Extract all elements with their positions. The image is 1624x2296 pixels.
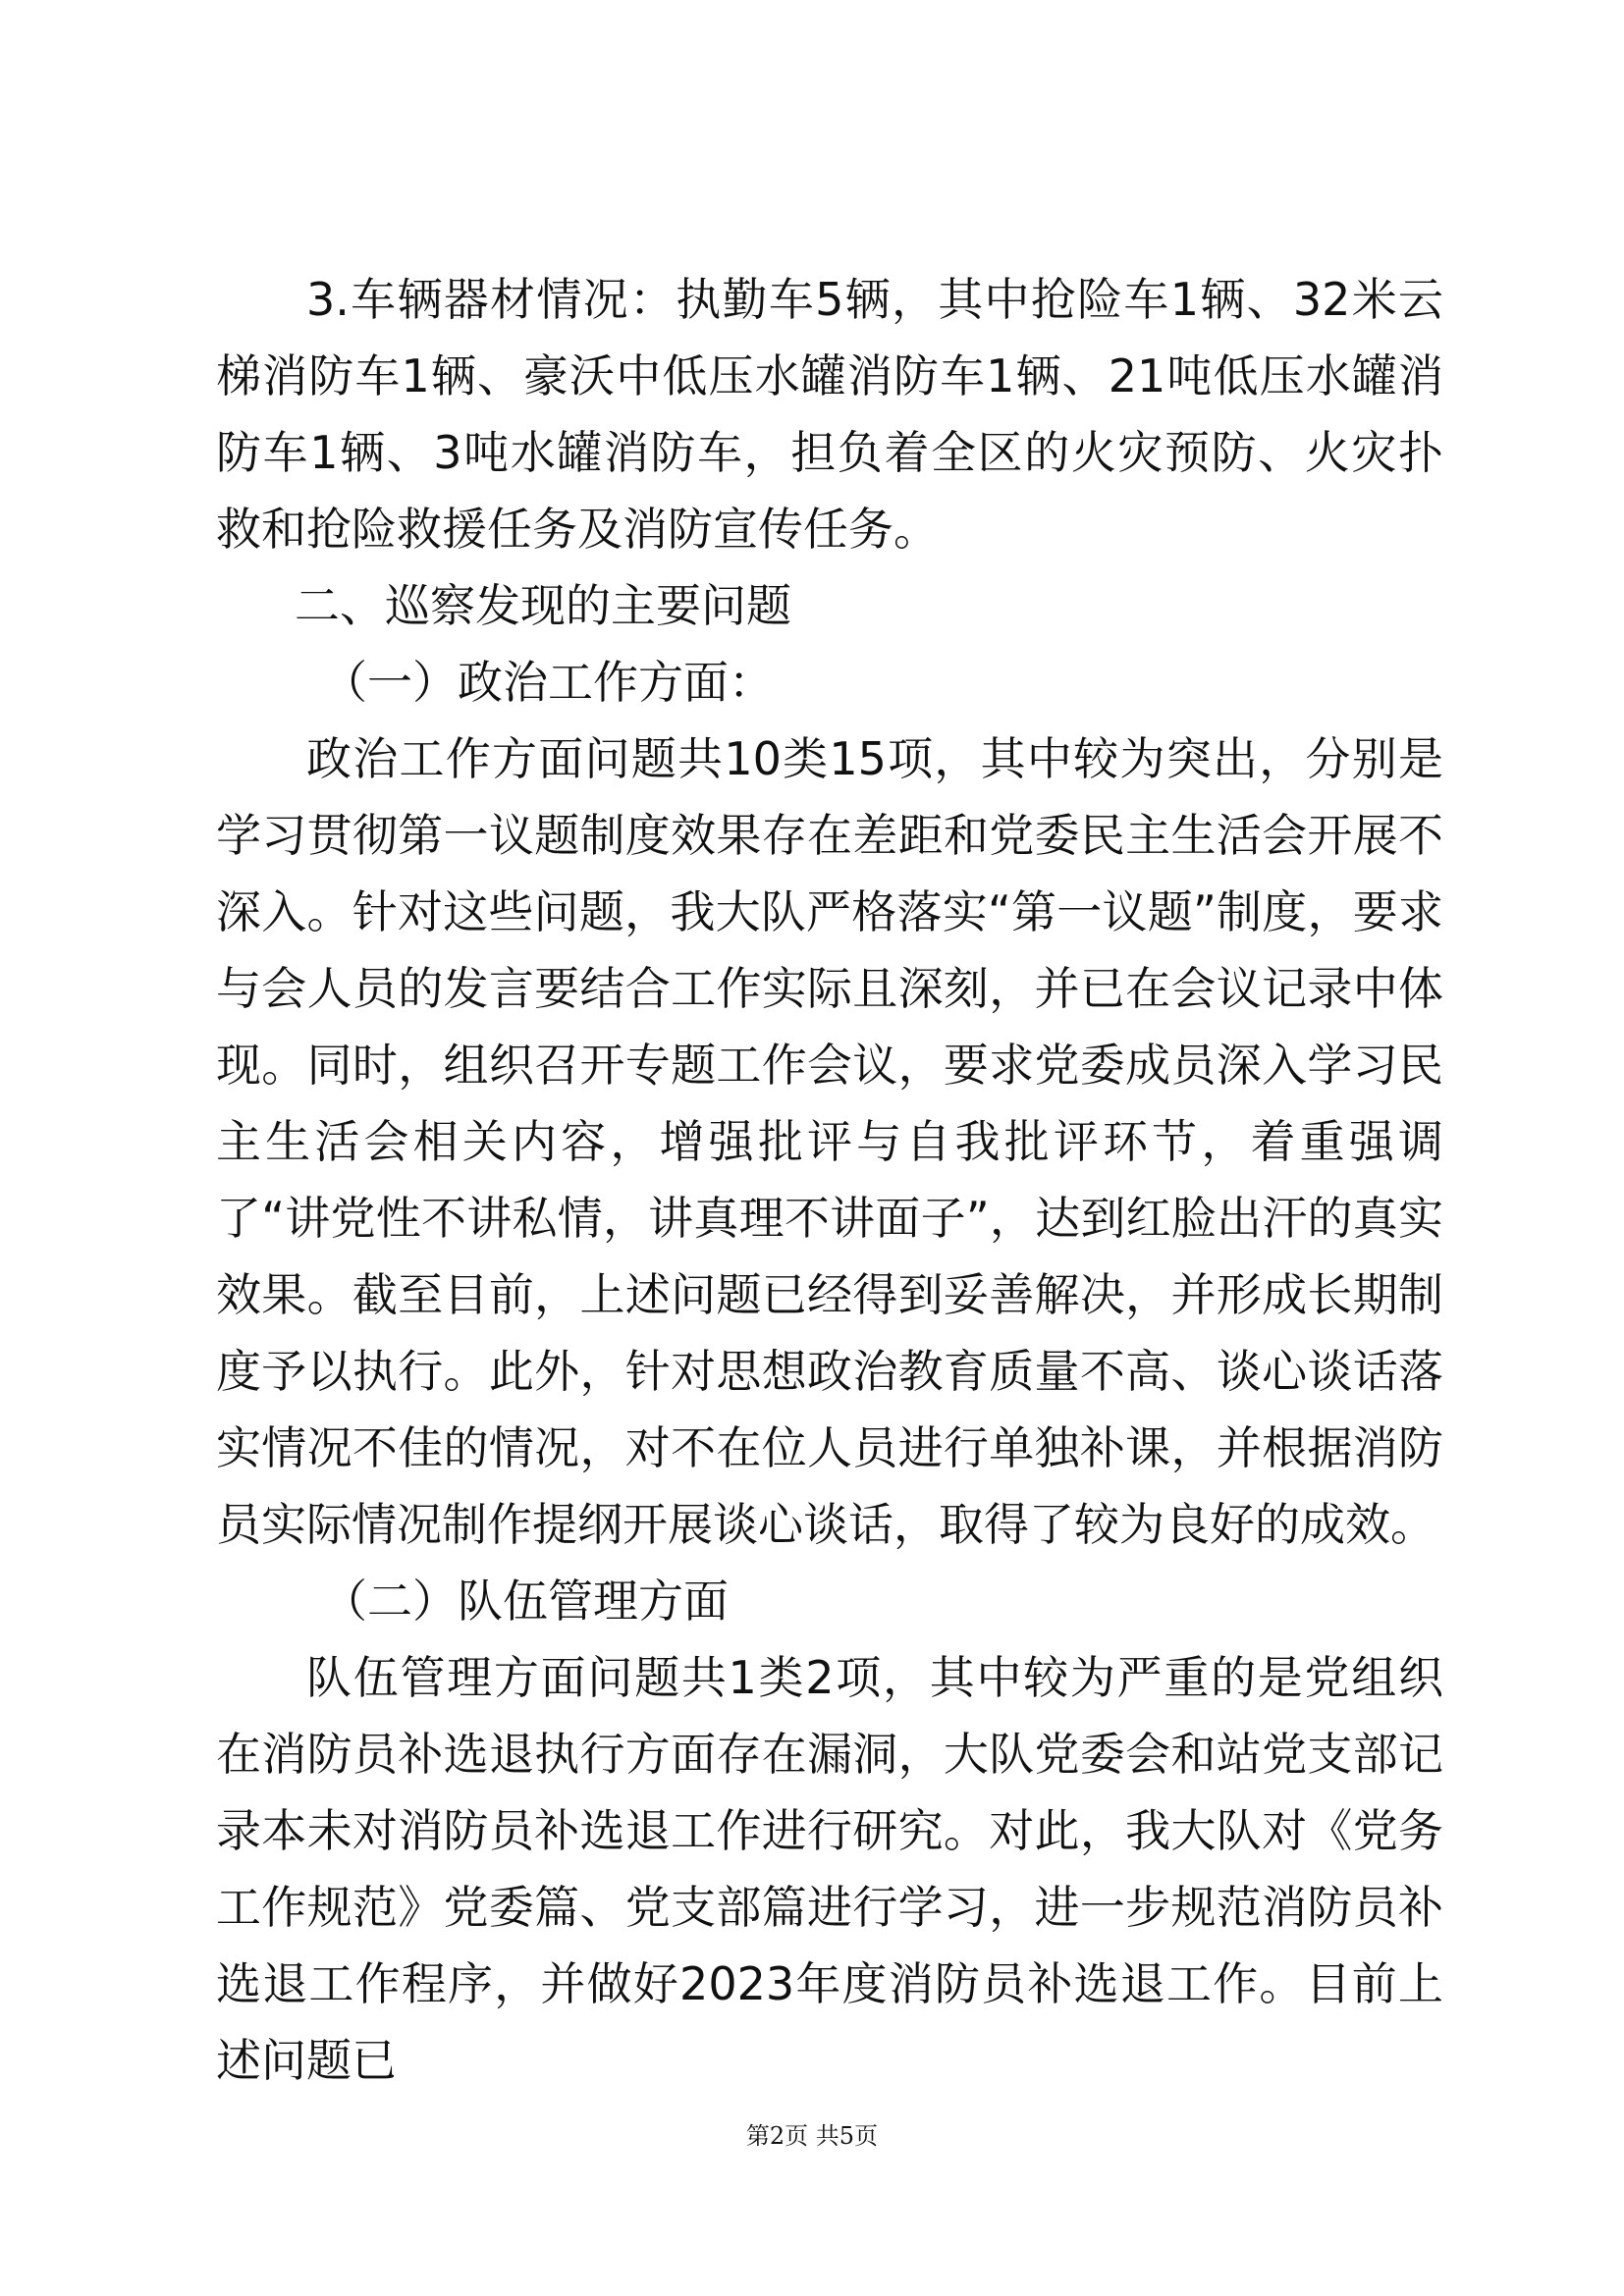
paragraph-political-work: 政治工作方面问题共10类15项，其中较为突出，分别是学习贯彻第一议题制度效果存在差距和党委民主生活会开展不深入。针对这些问题，我大队严格落实“第一议题”制度，要求与会人员的发言要结合工作实际且深刻，并已在会议记录中体现。同时，组织召开专题工作会议，要求党委成员深入学习民主生活会相关内容，增强批评与自我批评环节，着重强调了“讲党性不讲私情，讲真理不讲面子”，达到红脸出汗的真实效果。截至目前，上述问题已经得到妥善解决，并形成长期制度予以执行。此外，针对思想政治教育质量不高、谈心谈话落实情况不佳的情况，对不在位人员进行单独补课，并根据消防员实际情况制作提纲开展谈心谈话，取得了较为良好的成效。 (216, 732, 1443, 1551)
paragraph-vehicle-equipment: 3.车辆器材情况：执勤车5辆，其中抢险车1辆、32米云梯消防车1辆、豪沃中低压水罐消防车1辆、21吨低压水罐消防车1辆、3吨水罐消防车，担负着全区的火灾预防、火灾扑救和抢险救援任务及消防宣传任务。 (216, 273, 1443, 556)
paragraph-team-management: 队伍管理方面问题共1类2项，其中较为严重的是党组织在消防员补选退执行方面存在漏洞，大队党委会和站党支部记录本未对消防员补选退工作进行研究。对此，我大队对《党务工作规范》党委篇、党支部篇进行学习，进一步规范消防员补选退工作程序，并做好2023年度消防员补选退工作。目前上述问题已 (216, 1651, 1443, 2087)
subsection-heading-team-management: （二）队伍管理方面 (322, 1575, 729, 1628)
document-body (216, 261, 1443, 2099)
section-heading-inspection-issues: 二、巡察发现的主要问题 (295, 579, 791, 632)
page-footer: 第2页 共5页 (745, 2122, 879, 2150)
subsection-heading-political-work: （一）政治工作方面： (322, 656, 774, 709)
